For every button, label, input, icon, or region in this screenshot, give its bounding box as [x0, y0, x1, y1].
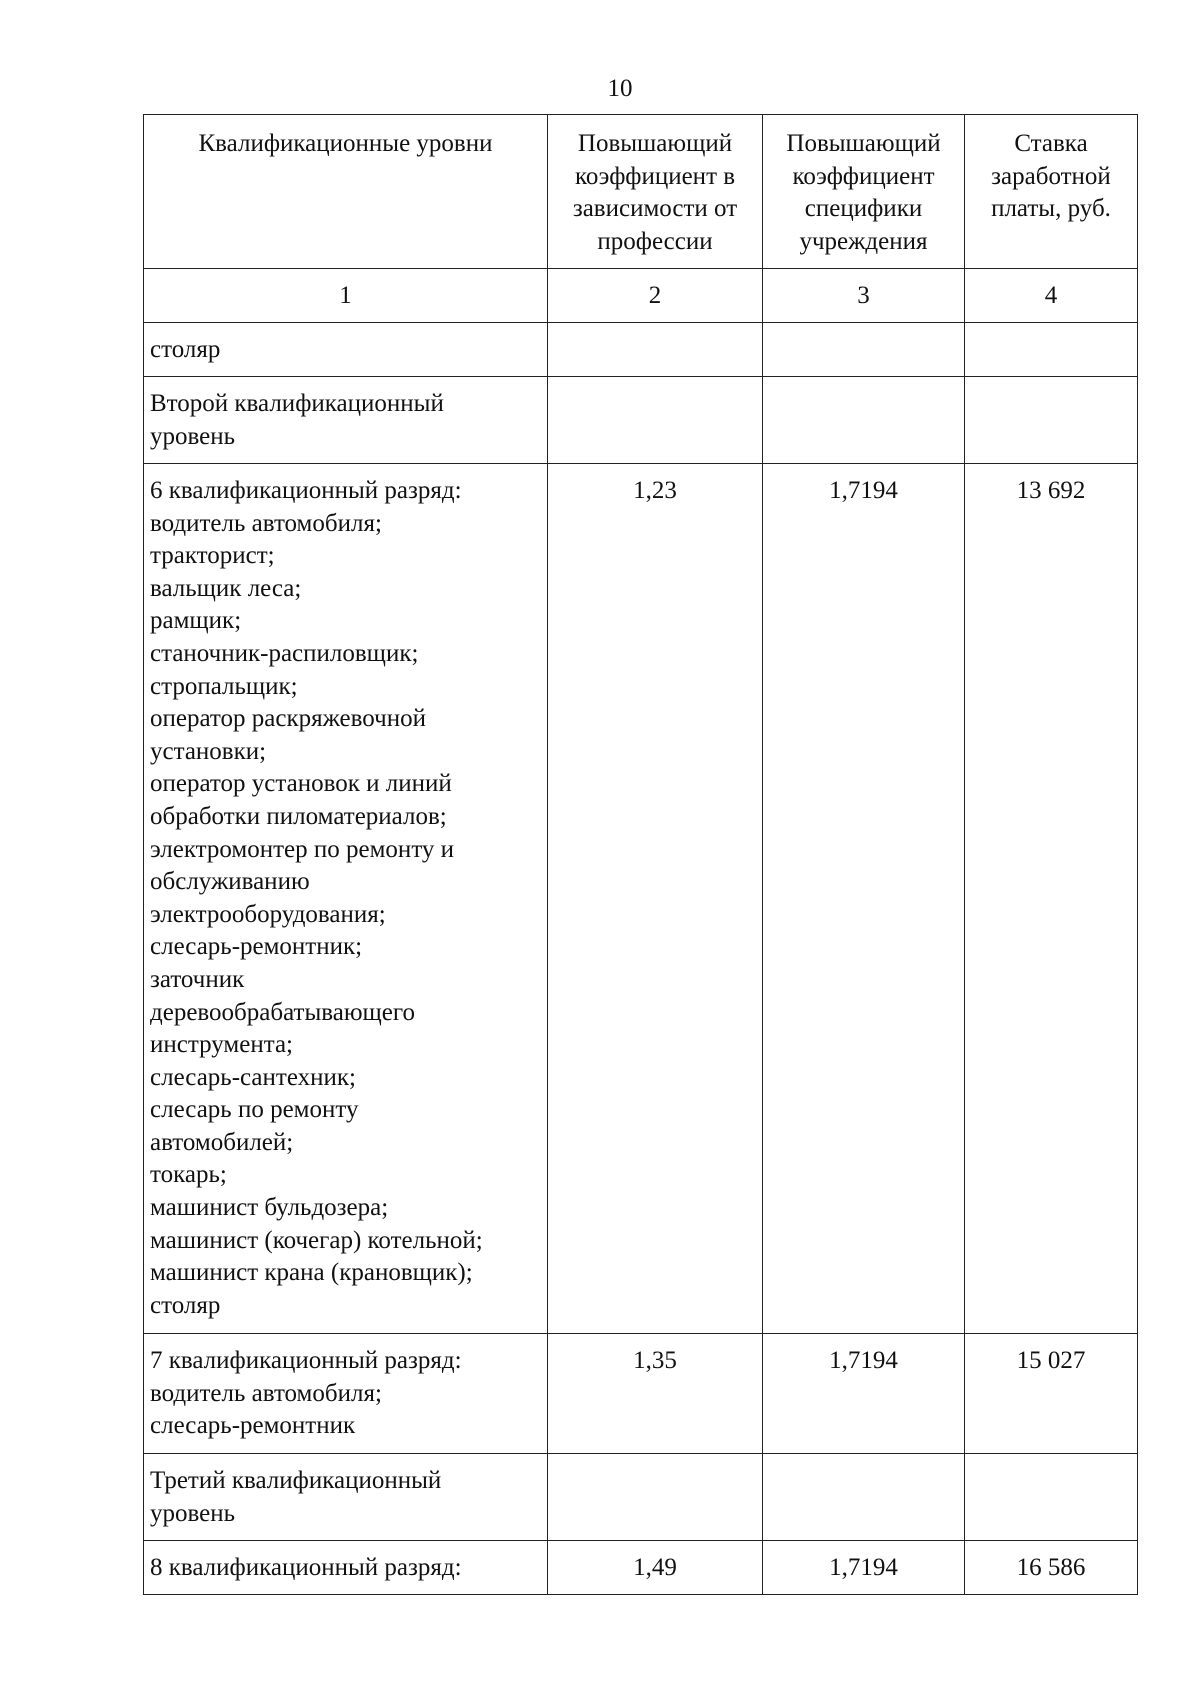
qualification-line: 8 квалификационный разряд: [150, 1554, 462, 1581]
profession-coefficient-cell [548, 377, 763, 464]
institution-coefficient-cell: 1,7194 [763, 1334, 965, 1454]
qualification-line: машинист крана (крановщик); [150, 1259, 473, 1287]
wage-rate-cell [965, 1454, 1138, 1541]
qualification-line: слесарь-сантехник; [150, 1063, 356, 1091]
qualification-line: электромонтер по ремонту и [150, 835, 455, 863]
qualification-line: уровень [150, 422, 236, 450]
qualification-line: тракторист; [150, 542, 275, 570]
qualification-line: уровень [150, 1499, 236, 1527]
qualification-line: водитель автомобиля; [150, 1379, 382, 1407]
column-number-row [144, 269, 1138, 323]
qualification-line: Второй квалификационный [150, 390, 444, 417]
row-grade-8 [144, 1541, 1138, 1595]
row-grade-6 [144, 464, 1138, 1334]
wage-rate-cell [965, 323, 1138, 377]
qualification-line: столяр [150, 1291, 221, 1319]
column-number: 3 [763, 269, 965, 323]
qualification-line: токарь; [150, 1161, 227, 1189]
qualification-line: электрооборудования; [150, 900, 386, 928]
column-number: 4 [965, 269, 1138, 323]
qualification-line: машинист бульдозера; [150, 1194, 389, 1222]
qualification-line: слесарь-ремонтник [150, 1412, 356, 1440]
qualification-line: инструмента; [150, 1031, 293, 1059]
qualification-line: оператор раскряжевочной [150, 705, 426, 733]
profession-coefficient-cell: 1,23 [548, 464, 763, 1334]
qualification-line: Третий квалификационный [150, 1467, 442, 1494]
qualification-line: стропальщик; [150, 672, 298, 700]
qualification-line: 6 квалификационный разряд: [150, 477, 462, 504]
qualification-line: слесарь-ремонтник; [150, 933, 363, 961]
qualification-line: деревообрабатывающего [150, 998, 415, 1026]
wage-rate-cell [965, 377, 1138, 464]
page-number: 10 [607, 75, 633, 102]
header-institution-coefficient: Повышающий коэффициент специфики учреждения [763, 115, 965, 269]
institution-coefficient-cell [763, 323, 965, 377]
qualification-line: обработки пиломатериалов; [150, 802, 447, 830]
qualification-cell [144, 464, 548, 1334]
header-profession-coefficient: Повышающий коэффициент в зависимости от профессии [548, 115, 763, 269]
qualification-line: заточник [150, 965, 245, 993]
qualification-line: столяр [150, 336, 221, 363]
institution-coefficient-cell [763, 1454, 965, 1541]
column-number: 1 [144, 269, 548, 323]
institution-coefficient-cell [763, 377, 965, 464]
row-second-level [144, 377, 1138, 464]
qualification-line: рамщик; [150, 607, 242, 635]
qualification-cell [144, 377, 548, 464]
row-third-level [144, 1454, 1138, 1541]
table-header-row [144, 115, 1138, 269]
institution-coefficient-cell: 1,7194 [763, 464, 965, 1334]
qualification-line: оператор установок и линий [150, 770, 452, 798]
wage-rate-cell: 15 027 [965, 1334, 1138, 1454]
qualification-line: водитель автомобиля; [150, 509, 382, 537]
profession-coefficient-cell [548, 323, 763, 377]
qualification-line: обслуживанию [150, 868, 310, 896]
wage-rate-cell: 16 586 [965, 1541, 1138, 1595]
institution-coefficient-cell: 1,7194 [763, 1541, 965, 1595]
qualification-line: вальщик леса; [150, 574, 302, 602]
column-number: 2 [548, 269, 763, 323]
qualification-line: машинист (кочегар) котельной; [150, 1226, 483, 1254]
qualification-cell [144, 1334, 548, 1454]
row-grade-7 [144, 1334, 1138, 1454]
qualification-line: станочник-распиловщик; [150, 639, 419, 667]
qualification-line: 7 квалификационный разряд: [150, 1347, 462, 1374]
profession-coefficient-cell: 1,49 [548, 1541, 763, 1595]
wage-rate-table [143, 114, 1138, 1595]
qualification-line: установки; [150, 737, 267, 765]
profession-coefficient-cell [548, 1454, 763, 1541]
qualification-line: автомобилей; [150, 1128, 294, 1156]
wage-rate-cell: 13 692 [965, 464, 1138, 1334]
qualification-cell [144, 323, 548, 377]
profession-coefficient-cell: 1,35 [548, 1334, 763, 1454]
qualification-cell [144, 1454, 548, 1541]
qualification-line: слесарь по ремонту [150, 1096, 359, 1124]
header-wage-rate: Ставка заработной платы, руб. [965, 115, 1138, 269]
row-stolyar [144, 323, 1138, 377]
header-qualification-levels: Квалификационные уровни [144, 115, 548, 269]
qualification-cell [144, 1541, 548, 1595]
